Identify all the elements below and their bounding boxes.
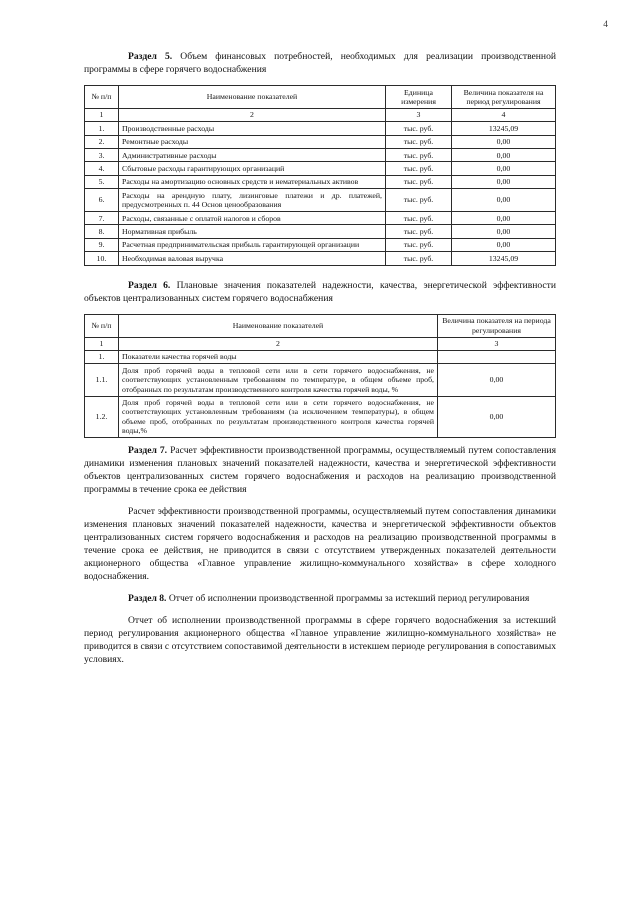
cell-value: 0,00 bbox=[452, 238, 556, 251]
table-row bbox=[85, 225, 556, 238]
cell-name: Доля проб горячей воды в тепловой сети или в сети горячего водоснабжения, не соответствующих установленным требованиям (за исключением температуры), в общем объеме проб, отобранных по результатам производственного контроля качества горячей воды,% bbox=[119, 396, 438, 438]
cell-name: Расходы на арендную плату, лизинговые платежи и др. платежей, предусмотренных п. 44 Основ ценообразования bbox=[119, 189, 386, 212]
section-5-table-body bbox=[85, 122, 556, 265]
colnum-2: 2 bbox=[119, 108, 386, 121]
cell-num: 8. bbox=[85, 225, 119, 238]
cell-num: 9. bbox=[85, 238, 119, 251]
header-unit: Единица измерения bbox=[386, 86, 452, 109]
table-row bbox=[85, 212, 556, 225]
section-7-body: Расчет эффективности производственной программы, осуществляемый путем сопоставления динамики изменения плановых значений показателей надежности, качества и энергетической эффективности объектов централизованных систем горячего водоснабжения и расходов на реализацию производственной программы в течение срока ее действия, не приводится в связи с отсутствием утвержденных показателей деятельности акционерного общества «Главное управление жилищно-коммунального хозяйства» в сфере холодного водоснабжения. bbox=[84, 506, 556, 583]
cell-unit: тыс. руб. bbox=[386, 149, 452, 162]
cell-value: 0,00 bbox=[452, 149, 556, 162]
cell-value: 13245,09 bbox=[452, 122, 556, 135]
header-value: Величина показателя на период регулирования bbox=[452, 86, 556, 109]
colnum-4: 4 bbox=[452, 108, 556, 121]
colnum-1: 1 bbox=[85, 337, 119, 350]
cell-num: 1.1. bbox=[85, 364, 119, 396]
colnum-3: 3 bbox=[386, 108, 452, 121]
cell-value: 0,00 bbox=[438, 364, 556, 396]
section-6-table-body bbox=[85, 350, 556, 437]
section-6-heading-text: Плановые значения показателей надежности, качества, энергетической эффективности объектов централизованных систем горячего водоснабжения bbox=[84, 279, 556, 304]
colnum-3: 3 bbox=[438, 337, 556, 350]
section-6-lead: Раздел 6. bbox=[128, 279, 171, 291]
table-row bbox=[85, 175, 556, 188]
cell-num: 2. bbox=[85, 135, 119, 148]
table-row bbox=[85, 149, 556, 162]
section-7-heading bbox=[84, 444, 556, 496]
page-number: 4 bbox=[603, 20, 608, 30]
cell-num: 4. bbox=[85, 162, 119, 175]
section-8-lead: Раздел 8. bbox=[128, 593, 167, 605]
cell-num: 3. bbox=[85, 149, 119, 162]
header-value: Величина показателя на периода регулирования bbox=[438, 314, 556, 337]
cell-name: Ремонтные расходы bbox=[119, 135, 386, 148]
cell-name: Нормативная прибыль bbox=[119, 225, 386, 238]
cell-unit: тыс. руб. bbox=[386, 135, 452, 148]
header-num: № п/п bbox=[85, 86, 119, 109]
cell-unit: тыс. руб. bbox=[386, 189, 452, 212]
cell-num: 1. bbox=[85, 122, 119, 135]
section-6-table bbox=[84, 314, 556, 438]
table-row bbox=[85, 364, 556, 396]
cell-value bbox=[438, 350, 556, 363]
table-header-row bbox=[85, 86, 556, 109]
header-num: № п/п bbox=[85, 314, 119, 337]
table-header-row bbox=[85, 314, 556, 337]
section-7-lead: Раздел 7. bbox=[128, 445, 168, 457]
section-8-body: Отчет об исполнении производственной программы в сфере горячего водоснабжения за истекший период регулирования акционерного общества «Главное управление жилищно-коммунального хозяйства» не приводится в связи с отсутствием сопоставимой деятельности в истекшем периоде регулирования в сопоставимых условиях. bbox=[84, 615, 556, 666]
cell-unit: тыс. руб. bbox=[386, 225, 452, 238]
section-5-table bbox=[84, 85, 556, 266]
cell-name: Расходы на амортизацию основных средств и нематериальных активов bbox=[119, 175, 386, 188]
cell-value: 0,00 bbox=[452, 135, 556, 148]
table-row bbox=[85, 162, 556, 175]
cell-num: 1. bbox=[85, 350, 119, 363]
table-row bbox=[85, 189, 556, 212]
spacer bbox=[84, 266, 556, 279]
section-5-heading bbox=[84, 50, 556, 76]
cell-num: 5. bbox=[85, 175, 119, 188]
cell-value: 0,00 bbox=[452, 175, 556, 188]
header-name: Наименование показателей bbox=[119, 314, 438, 337]
section-5-heading-text: Объем финансовых потребностей, необходимых для реализации производственной программы в сфере горячего водоснабжения bbox=[84, 51, 556, 75]
cell-unit: тыс. руб. bbox=[386, 252, 452, 265]
table-column-number-row bbox=[85, 337, 556, 350]
cell-unit: тыс. руб. bbox=[386, 212, 452, 225]
cell-num: 7. bbox=[85, 212, 119, 225]
cell-name: Расходы, связанные с оплатой налогов и сборов bbox=[119, 212, 386, 225]
table-row bbox=[85, 238, 556, 251]
header-name: Наименование показателей bbox=[119, 86, 386, 109]
document-content bbox=[84, 50, 556, 675]
cell-name: Производственные расходы bbox=[119, 122, 386, 135]
cell-name: Доля проб горячей воды в тепловой сети или в сети горячего водоснабжения, не соответствующих установленным требованиям по температуре, в общем объеме проб, отобранных по результатам производственного контроля качества горячей воды, % bbox=[119, 364, 438, 396]
table-row bbox=[85, 122, 556, 135]
cell-value: 0,00 bbox=[452, 225, 556, 238]
cell-name: Необходимая валовая выручка bbox=[119, 252, 386, 265]
table-row bbox=[85, 350, 556, 363]
cell-num: 10. bbox=[85, 252, 119, 265]
colnum-1: 1 bbox=[85, 108, 119, 121]
cell-value: 13245,09 bbox=[452, 252, 556, 265]
table-column-number-row bbox=[85, 108, 556, 121]
cell-num: 1.2. bbox=[85, 396, 119, 438]
section-5-lead: Раздел 5. bbox=[128, 51, 173, 62]
cell-unit: тыс. руб. bbox=[386, 238, 452, 251]
cell-value: 0,00 bbox=[452, 212, 556, 225]
table-row bbox=[85, 252, 556, 265]
section-6-table-wrap bbox=[84, 314, 556, 438]
cell-unit: тыс. руб. bbox=[386, 162, 452, 175]
cell-value: 0,00 bbox=[438, 396, 556, 438]
section-7-heading-text: Расчет эффективности производственной программы, осуществляемый путем сопоставления динамики изменения плановых значений показателей надежности, качества и энергетической эффективности объектов централизованных систем горячего водоснабжения и расходов на реализацию производственной программы в течение срока ее действия bbox=[84, 445, 556, 496]
table-row bbox=[85, 135, 556, 148]
cell-unit: тыс. руб. bbox=[386, 175, 452, 188]
cell-value: 0,00 bbox=[452, 162, 556, 175]
cell-num: 6. bbox=[85, 189, 119, 212]
table-row bbox=[85, 396, 556, 438]
section-5-table-wrap bbox=[84, 85, 556, 266]
section-8-heading bbox=[84, 592, 556, 605]
cell-name: Административные расходы bbox=[119, 149, 386, 162]
cell-name: Сбытовые расходы гарантирующих организаций bbox=[119, 162, 386, 175]
cell-name: Расчетная предпринимательская прибыль гарантирующей организации bbox=[119, 238, 386, 251]
colnum-2: 2 bbox=[119, 337, 438, 350]
cell-unit: тыс. руб. bbox=[386, 122, 452, 135]
section-6-heading bbox=[84, 279, 556, 305]
cell-name: Показатели качества горячей воды bbox=[119, 350, 438, 363]
cell-value: 0,00 bbox=[452, 189, 556, 212]
section-8-heading-text: Отчет об исполнении производственной программы за истекший период регулирования bbox=[166, 593, 530, 605]
